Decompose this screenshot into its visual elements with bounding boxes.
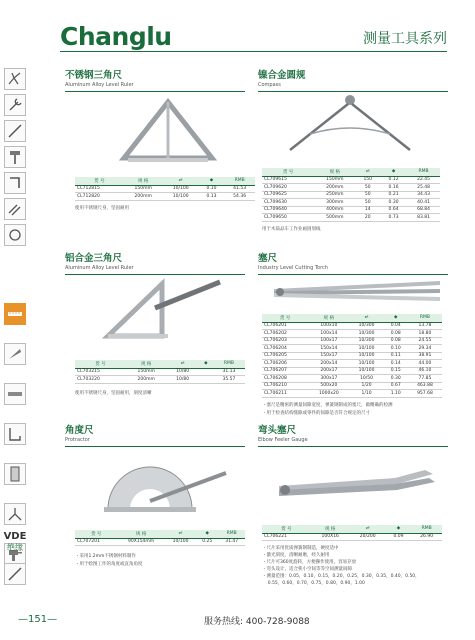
cell-price: 83.81 <box>407 214 440 222</box>
cell-sku: CL706221 <box>262 533 311 541</box>
cell-price: 38.91 <box>408 352 442 360</box>
hammer-icon[interactable] <box>4 146 26 168</box>
cell-weight: 0.30 <box>380 199 407 207</box>
cell-sku: CL712815 <box>75 185 124 193</box>
spec-table-aluminum-triangle <box>75 360 245 384</box>
cell-price: 31.47 <box>218 538 245 546</box>
col-header-sku: 货 号 <box>262 525 311 533</box>
col-header-price: RMB <box>218 530 245 538</box>
cell-weight: 0.13 <box>199 193 225 201</box>
clamp-icon[interactable] <box>4 423 26 445</box>
spec-table-elbow-feeler-gauge <box>262 525 442 541</box>
cell-sku: CL709620 <box>262 184 314 192</box>
col-header-sku: 货 号 <box>262 314 308 322</box>
cell-weight <box>199 368 213 376</box>
cell-weight: 0.11 <box>384 352 408 360</box>
cell-price: 40.41 <box>407 199 440 207</box>
cell-weight <box>199 376 213 384</box>
cell-price: 44.00 <box>408 360 442 368</box>
measuring-tools-icon[interactable] <box>4 303 26 325</box>
cell-price: 34.43 <box>407 191 440 199</box>
table-row <box>262 176 440 184</box>
section-subtitle: Aluminum Alloy Level Ruler <box>65 82 134 88</box>
cell-sku: CL703220 <box>75 376 126 384</box>
cell-pack: 10/100 <box>163 193 199 201</box>
cell-pack: 10/100 <box>165 538 196 546</box>
category-title: 测量工具系列 <box>363 31 447 47</box>
cell-price: 46.10 <box>408 367 442 375</box>
cell-spec: 90X154mm <box>117 538 165 546</box>
cell-weight: 0.64 <box>380 206 407 214</box>
section-note: 用于木质品车工作业画圆划线 <box>262 227 321 232</box>
section-level-ruler <box>65 70 245 92</box>
table-row <box>262 533 442 541</box>
table-row <box>262 322 442 330</box>
cell-pack: 10/100 <box>349 367 383 375</box>
section-subtitle: Compass <box>258 82 281 88</box>
table-row <box>75 376 245 384</box>
cell-spec: 150x17 <box>308 352 349 360</box>
col-header-spec: 规 格 <box>117 530 165 538</box>
section-note-2: ・用于绘图工作的角度或直角角度 <box>75 562 143 567</box>
weight-icon: ◆ <box>199 360 213 368</box>
cell-price: 463.88 <box>408 382 442 390</box>
table-row <box>75 368 245 376</box>
cell-price: 13.78 <box>408 322 442 330</box>
table-row <box>75 185 255 193</box>
package-icon: ⇌ <box>167 360 199 368</box>
socket-icon[interactable] <box>4 224 26 246</box>
col-header-spec: 规 格 <box>308 314 349 322</box>
cell-price: 22.45 <box>407 176 440 184</box>
package-icon: ⇌ <box>350 525 386 533</box>
cell-pack: 50 <box>356 184 380 192</box>
col-header-sku: 货 号 <box>75 360 126 368</box>
cell-spec: 400mm <box>314 206 355 214</box>
table-row <box>262 367 442 375</box>
cell-pack: 10/80 <box>167 368 199 376</box>
section-note-6: 0.55，0.60，0.70，0.75，0.80，0.90，1.00 <box>262 581 365 586</box>
cell-spec: 200mm <box>126 376 167 384</box>
section-note-1: ・尺片采用优质弹簧钢制造，硬度适中 <box>262 546 339 551</box>
weight-icon: ◆ <box>384 314 408 322</box>
cell-sku: CL712820 <box>75 193 124 201</box>
col-header-spec: 规 格 <box>311 525 350 533</box>
package-icon: ⇌ <box>165 530 196 538</box>
cell-spec: 250mm <box>314 191 355 199</box>
cell-sku: CL709615 <box>262 176 314 184</box>
vde-badge <box>2 531 28 553</box>
table-row <box>262 360 442 368</box>
cell-sku: CL709640 <box>262 206 314 214</box>
cell-weight: 0.73 <box>380 214 407 222</box>
feeler-gauge-set-image <box>270 275 445 305</box>
col-header-spec: 规 格 <box>314 168 355 176</box>
col-header-sku: 货 号 <box>75 177 124 185</box>
cell-weight: 0.08 <box>384 337 408 345</box>
weight-icon: ◆ <box>196 530 218 538</box>
cell-pack: 10/100 <box>349 345 383 353</box>
table-row <box>262 337 442 345</box>
pliers-icon[interactable] <box>4 68 26 90</box>
spec-table-feeler-gauge-set <box>262 314 442 398</box>
cell-pack: 20 <box>356 214 380 222</box>
table-row <box>262 191 440 199</box>
cell-sku: CL706211 <box>262 390 308 398</box>
cell-sku: CL709625 <box>262 191 314 199</box>
cell-pack: 10/100 <box>163 185 199 193</box>
cell-spec: 150mm <box>126 368 167 376</box>
section-note-2: ・激光刻度，清晰耐磨，经久耐用 <box>262 553 330 558</box>
cell-sku: CL706206 <box>262 360 308 368</box>
cell-price: 68.84 <box>407 206 440 214</box>
spec-table-level-ruler <box>75 177 255 201</box>
cell-price: 31.13 <box>213 368 245 376</box>
section-note-1: ・采用1.2mm不锈钢材料制作 <box>75 554 136 559</box>
cell-sku: CL706202 <box>262 330 308 338</box>
section-title: 角度尺 <box>65 425 94 436</box>
table-row <box>262 184 440 192</box>
cell-spec: 500mm <box>314 214 355 222</box>
section-note-2: ・用于检查结构缝隙或零件的间隙是否符合规定的尺寸 <box>262 411 370 416</box>
cell-price: 24.55 <box>408 337 442 345</box>
section-subtitle: Aluminum Alloy Level Ruler <box>65 265 134 271</box>
cutter-icon[interactable] <box>4 343 26 365</box>
screwdriver-icon[interactable] <box>4 120 26 142</box>
vde-sublabel: 绝缘 <box>7 543 23 552</box>
cell-sku: CL703215 <box>75 368 126 376</box>
cell-pack: 1/10 <box>349 390 383 398</box>
table-row <box>262 382 442 390</box>
cell-spec: 300x17 <box>308 375 349 383</box>
col-header-price: RMB <box>408 314 442 322</box>
section-title: 镍合金圆规 <box>258 70 306 81</box>
section-title: 弯头塞尺 <box>258 425 297 436</box>
table-row <box>262 206 440 214</box>
package-icon: ⇌ <box>163 177 199 185</box>
cell-spec: 100x17 <box>308 337 349 345</box>
cell-sku: CL706201 <box>262 322 308 330</box>
cell-sku: CL706207 <box>262 367 308 375</box>
cell-sku: CL709630 <box>262 199 314 207</box>
table-row <box>262 352 442 360</box>
cell-weight: 0.30 <box>384 375 408 383</box>
section-title: 铝合金三角尺 <box>65 253 123 264</box>
cell-price: 41.53 <box>224 185 255 193</box>
file-icon[interactable] <box>4 463 26 485</box>
cell-spec: 200mm <box>124 193 163 201</box>
col-header-price: RMB <box>411 525 442 533</box>
wrench-icon[interactable] <box>4 94 26 116</box>
cell-spec: 100x14 <box>308 330 349 338</box>
cell-weight: 0.10 <box>199 185 225 193</box>
elbow-feeler-gauge-image <box>275 466 440 504</box>
cell-pack: 10/100 <box>349 360 383 368</box>
cell-pack: 10/300 <box>349 330 383 338</box>
cell-weight: 0.67 <box>384 382 408 390</box>
page-number: —151— <box>18 614 58 625</box>
cell-spec: 200x17 <box>308 367 349 375</box>
cell-spec: 150mm <box>124 185 163 193</box>
col-header-price: RMB <box>224 177 255 185</box>
cell-sku: CL706210 <box>262 382 308 390</box>
cell-spec: 100X16 <box>311 533 350 541</box>
section-note-4: ・弯头设计，适合狭小空间等等空间测量间隙 <box>262 567 352 572</box>
cell-price: 26.90 <box>411 533 442 541</box>
cell-weight: 0.16 <box>380 184 407 192</box>
cell-pack: 10/300 <box>349 337 383 345</box>
weight-icon: ◆ <box>386 525 412 533</box>
section-note-3: ・尺片可360度旋转，方便操作使用，容易存放 <box>262 560 357 565</box>
cell-price: 29.34 <box>408 345 442 353</box>
cell-weight: 0.21 <box>380 191 407 199</box>
header-rule <box>60 51 447 52</box>
table-row <box>262 390 442 398</box>
cell-sku: CL706203 <box>262 337 308 345</box>
section-compass <box>258 70 448 92</box>
col-header-sku: 货 号 <box>75 530 117 538</box>
cell-sku: CL707201 <box>75 538 117 546</box>
spec-table-compass <box>262 168 440 222</box>
cell-pack: 20/200 <box>350 533 386 541</box>
protractor-image <box>100 453 230 519</box>
service-hotline: 服务热线: 400-728-9088 <box>204 617 310 627</box>
section-aluminum-triangle <box>65 253 245 275</box>
col-header-price: RMB <box>213 360 245 368</box>
cell-spec: 150mm <box>314 176 355 184</box>
col-header-price: RMB <box>407 168 440 176</box>
section-feeler-gauge-set <box>258 253 448 275</box>
cell-price: 957.68 <box>408 390 442 398</box>
cell-price: 54.36 <box>224 193 255 201</box>
cell-pack: 1/20 <box>349 382 383 390</box>
section-elbow-feeler-gauge <box>258 425 448 447</box>
cell-sku: CL706204 <box>262 345 308 353</box>
table-row <box>75 538 245 546</box>
cell-weight: 0.14 <box>384 360 408 368</box>
section-subtitle: Elbow Feeler Gauge <box>258 437 308 443</box>
col-header-spec: 规 格 <box>124 177 163 185</box>
section-note-5: ・测量范围：0.05，0.10，0.15，0.20，0.25，0.30，0.35，0.40，0.50， <box>262 574 420 579</box>
brand-logo: Changlu <box>60 22 172 51</box>
crimper-icon[interactable] <box>4 503 26 525</box>
section-subtitle: Industry Level Cutting Torch <box>258 265 328 271</box>
col-header-sku: 货 号 <box>262 168 314 176</box>
weight-icon: ◆ <box>199 177 225 185</box>
cell-price: 25.48 <box>407 184 440 192</box>
cell-pack: 10/300 <box>349 322 383 330</box>
vde-label: VDE <box>3 531 27 542</box>
section-note: 使用不锈钢尺身，坚固耐用，刻度清晰 <box>75 391 152 396</box>
cell-sku: CL709650 <box>262 214 314 222</box>
cell-pack: 10/80 <box>167 376 199 384</box>
saw-icon[interactable] <box>4 383 26 405</box>
wrench-set-icon[interactable] <box>4 198 26 220</box>
col-header-spec: 规 格 <box>126 360 167 368</box>
table-row <box>262 375 442 383</box>
cell-weight: 0.08 <box>384 330 408 338</box>
cell-price: 77.85 <box>408 375 442 383</box>
cell-weight: 0.04 <box>384 322 408 330</box>
section-note-1: ・塞尺是精密的测量间隙宽度，弹簧钢制成的塞尺，做精确的检测 <box>262 403 393 408</box>
cell-weight: 0.25 <box>196 538 218 546</box>
cell-weight: 0.09 <box>386 533 412 541</box>
cell-sku: CL706208 <box>262 375 308 383</box>
section-protractor <box>65 425 245 447</box>
cell-pack: 10/100 <box>349 352 383 360</box>
aluminum-triangle-image <box>100 278 225 340</box>
cell-spec: 150x14 <box>308 345 349 353</box>
cell-spec: 200x14 <box>308 360 349 368</box>
cell-sku: CL706205 <box>262 352 308 360</box>
section-title: 塞尺 <box>258 253 278 264</box>
cell-price: 35.57 <box>213 376 245 384</box>
cell-weight: 0.10 <box>384 345 408 353</box>
cell-weight: 0.12 <box>380 176 407 184</box>
cell-pack: 14 <box>356 206 380 214</box>
cell-pack: 50 <box>356 199 380 207</box>
level-ruler-image <box>118 98 218 166</box>
table-row <box>75 193 255 201</box>
cell-spec: 300mm <box>314 199 355 207</box>
section-title: 不锈钢三角尺 <box>65 70 123 81</box>
weight-icon: ◆ <box>380 168 407 176</box>
soldering-icon[interactable] <box>4 563 26 585</box>
table-row <box>262 199 440 207</box>
cell-price: 18.80 <box>408 330 442 338</box>
cell-pack: 150 <box>356 176 380 184</box>
hex-key-icon[interactable] <box>4 172 26 194</box>
compass-image <box>280 92 420 156</box>
cell-spec: 1000x20 <box>308 390 349 398</box>
section-note: 使用不锈钢尺身，坚固耐用 <box>75 206 129 211</box>
spec-table-protractor <box>75 530 245 546</box>
cell-weight: 1.10 <box>384 390 408 398</box>
cell-pack: 10/50 <box>349 375 383 383</box>
cell-weight: 0.15 <box>384 367 408 375</box>
section-subtitle: Protractor <box>65 437 90 443</box>
cell-pack: 50 <box>356 191 380 199</box>
cell-spec: 500x20 <box>308 382 349 390</box>
cell-spec: 200mm <box>314 184 355 192</box>
table-row <box>262 214 440 222</box>
package-icon: ⇌ <box>349 314 383 322</box>
table-row <box>262 345 442 353</box>
cell-spec: 100x10 <box>308 322 349 330</box>
table-row <box>262 330 442 338</box>
package-icon: ⇌ <box>356 168 380 176</box>
